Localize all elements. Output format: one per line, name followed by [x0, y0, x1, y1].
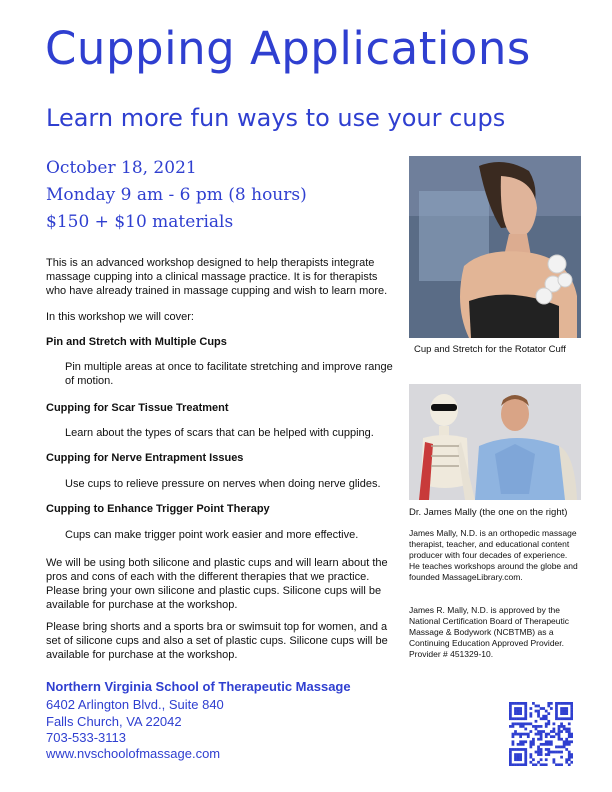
topic-text: Pin multiple areas at once to facilitate stretching and improve range of motion. [65, 361, 393, 387]
topic-heading: Cupping for Scar Tissue Treatment [46, 402, 229, 414]
topic-text: Learn about the types of scars that can be helped with cupping. [65, 427, 374, 439]
cover-intro: In this workshop we will cover: [46, 311, 194, 323]
bring-paragraph: Please bring shorts and a sports bra or swimsuit top for women, and a set of silicone cups and also a set of plastic cups. Silicone cups will be available for purchase at the workshop. [46, 621, 388, 661]
topic-heading: Pin and Stretch with Multiple Cups [46, 336, 227, 348]
photo1-caption: Cup and Stretch for the Rotator Cuff [414, 344, 566, 355]
qr-code[interactable] [509, 702, 573, 766]
rotator-cuff-photo [409, 156, 581, 338]
intro-paragraph: This is an advanced workshop designed to help therapists integrate massage cupping into a clinical massage practice. It is for therapists who have already trained in massage cupping and wish to learn more. [46, 257, 388, 297]
james-mally-photo [409, 384, 581, 500]
event-price: $150 + $10 materials [46, 212, 234, 232]
photo2-caption: Dr. James Mally (the one on the right) [409, 507, 568, 518]
school-address-line2: Falls Church, VA 22042 [46, 714, 182, 729]
event-date: October 18, 2021 [46, 158, 197, 178]
page-title: Cupping Applications [45, 22, 531, 75]
topic-text: Cups can make trigger point work easier and more effective. [65, 529, 359, 541]
topic-text: Use cups to relieve pressure on nerves when doing nerve glides. [65, 478, 381, 490]
school-phone: 703-533-3113 [46, 730, 126, 745]
page-subtitle: Learn more fun ways to use your cups [46, 104, 506, 132]
topic-heading: Cupping for Nerve Entrapment Issues [46, 452, 244, 464]
bio-paragraph: James Mally, N.D. is an orthopedic massage therapist, teacher, and educational content producer with four decades of experience. He teaches workshops around the globe and founded MassageLibrary.com. [409, 528, 578, 582]
approval-paragraph: James R. Mally, N.D. is approved by the National Certification Board of Therapeutic Massage & Bodywork (NCBTMB) as a Continuing Education Approved Provider. Provider # 451329-10. [409, 605, 570, 659]
school-address-line1: 6402 Arlington Blvd., Suite 840 [46, 697, 224, 712]
school-website-link[interactable]: www.nvschoolofmassage.com [46, 746, 221, 761]
school-name: Northern Virginia School of Therapeutic Massage [46, 679, 351, 694]
topic-heading: Cupping to Enhance Trigger Point Therapy [46, 503, 270, 515]
cups-paragraph: We will be using both silicone and plastic cups and will learn about the pros and cons of each with the different therapies that we practice. Please bring your own silicone and plastic cups. Silicone cups will be available for purchase at the workshop. [46, 557, 388, 611]
event-time: Monday 9 am - 6 pm (8 hours) [46, 185, 307, 205]
